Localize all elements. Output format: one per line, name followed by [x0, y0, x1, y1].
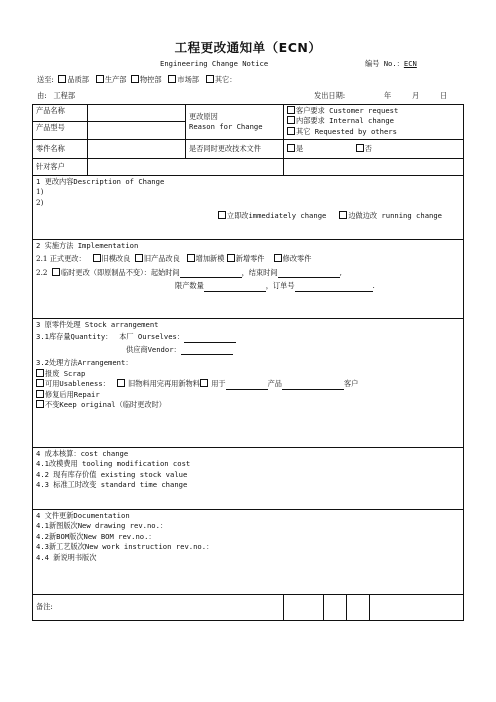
checkbox-old-product[interactable] [135, 254, 143, 262]
section5-heading: 4 文件更新Documentation [36, 511, 130, 520]
section3-heading: 3 原零件处理 Stock arrangement [36, 320, 159, 329]
remarks-cell-1[interactable] [284, 595, 324, 621]
reason-cn: 更改原因 [189, 111, 218, 121]
doc-item-2: 4.2新BOM版次New BOM rev.no.： [36, 531, 156, 541]
order-no-label: ，订单号 [265, 281, 295, 291]
usable-label: 可用Usableness： [45, 379, 110, 389]
keep-label: 不变Keep original（临时更改时） [45, 400, 166, 410]
checkbox-new-part[interactable] [227, 254, 235, 262]
checkbox-old-mold[interactable] [93, 254, 101, 262]
remarks-cell-4[interactable] [370, 595, 464, 621]
temp-label: 2.2 [36, 267, 48, 277]
checkbox-immediate[interactable] [218, 211, 226, 219]
checkbox-used-for[interactable] [200, 379, 208, 387]
form-number [365, 59, 417, 69]
date-label: 发出日期: [314, 91, 346, 100]
checkbox-quality[interactable] [58, 75, 66, 83]
section-documentation [33, 510, 464, 595]
section-stock [33, 319, 464, 448]
checkbox-yes[interactable] [287, 144, 295, 152]
formal-opt-1: 旧模改良 [101, 254, 131, 264]
reason-cell [186, 105, 284, 140]
qty-row [36, 332, 460, 342]
reason-option-3: 其它 Requested by others [296, 126, 397, 136]
form-title: 工程更改通知单（ECN） [174, 40, 322, 55]
option-market: 市场部 [177, 75, 199, 84]
option-immediate: 立即改immediately change [226, 211, 327, 221]
section-description [33, 176, 464, 240]
checkbox-usable[interactable] [36, 379, 44, 387]
date-month: 月 [412, 91, 420, 100]
product-model-value[interactable] [88, 122, 186, 140]
formal-opt-3: 增加新模 [195, 254, 225, 264]
start-time-field[interactable] [180, 269, 242, 278]
cost-item-2: 4.2 现有库存价值 existing stock value [36, 469, 188, 479]
formal-opt-2: 旧产品改良 [143, 254, 180, 264]
option-material: 物控部 [139, 75, 162, 84]
send-to-label: 送至: [37, 75, 54, 84]
target-customer-label: 针对客户 [33, 159, 88, 176]
remarks-label: 备注: [33, 595, 284, 621]
sync-doc-options [284, 140, 464, 159]
temp-end-label: ，结束时间 [241, 267, 278, 277]
section-cost [33, 448, 464, 510]
checkbox-others[interactable] [287, 127, 295, 135]
date-year: 年 [384, 91, 392, 100]
checkbox-scrap[interactable] [36, 369, 44, 377]
end-time-field[interactable] [278, 269, 340, 278]
target-customer-value[interactable] [88, 159, 284, 176]
temp-change-row: 2.2 临时更改（即原制品不变）：起始时间 ，结束时间 , [36, 267, 342, 277]
section4-heading: 4 成本核算：cost change [36, 449, 129, 458]
checkbox-other[interactable] [206, 75, 214, 83]
remarks-cell-3[interactable] [347, 595, 370, 621]
order-no-field[interactable] [295, 283, 373, 292]
vendor-label: 供应商Vendor： [126, 344, 181, 354]
checkbox-keep[interactable] [36, 400, 44, 408]
vendor-row [36, 345, 460, 355]
product-name-value[interactable] [88, 105, 186, 122]
part-name-value[interactable] [88, 140, 186, 159]
scrap-row [36, 369, 460, 379]
method-label: 3.2处理方法Arrangement： [36, 358, 133, 368]
doc-item-1: 4.1新图版次New drawing rev.no.： [36, 521, 168, 531]
formal-label: 2.1 正式更改： [36, 254, 86, 264]
checkbox-no[interactable] [356, 144, 364, 152]
option-production: 生产部 [104, 75, 127, 84]
date-day: 日 [440, 91, 448, 100]
section2-heading: 2 实施方法 Implementation [36, 241, 139, 250]
section-implementation [33, 240, 464, 319]
cost-item-1: 4.1改模费用 tooling modification cost [36, 459, 191, 469]
checkbox-modify-part[interactable] [274, 254, 282, 262]
ecn-table [32, 104, 464, 621]
option-yes: 是 [296, 143, 304, 153]
checkbox-market[interactable] [168, 75, 176, 83]
sync-doc-label: 是否同时更改技术文件 [186, 140, 284, 159]
reason-option-2: 内部要求 Internal change [296, 116, 394, 126]
number-value: ECN [403, 59, 417, 68]
product-label: 产品 [267, 379, 282, 389]
product-model-label: 产品型号 [33, 122, 88, 140]
reason-options [284, 105, 464, 140]
option-quality: 品质部 [67, 75, 89, 84]
option-no: 否 [364, 143, 372, 153]
reason-option-1: 客户要求 Customer request [296, 106, 399, 115]
temp-text: 临时更改（即原制品不变）：起始时间 [61, 267, 180, 277]
section1-item-2: 2) [36, 197, 44, 207]
checkbox-internal-change[interactable] [287, 116, 295, 124]
checkbox-material[interactable] [131, 75, 139, 83]
vendor-field[interactable] [181, 346, 233, 355]
scrap-label: 报废 Scrap [45, 368, 86, 378]
qty-label: 3.1库存量Quantity： [36, 332, 113, 342]
repair-label: 修复后用Repair [45, 389, 100, 399]
checkbox-production[interactable] [96, 75, 104, 83]
checkbox-temp-change[interactable] [52, 268, 60, 276]
target-customer-extra[interactable] [284, 159, 464, 176]
product-name-label: 产品名称 [33, 105, 88, 122]
doc-item-3: 4.3新工艺版次New work instruction rev.no.： [36, 542, 214, 552]
remarks-cell-2[interactable] [324, 595, 347, 621]
limit-qty-label: 限产数量 [175, 281, 204, 291]
used-for-field[interactable] [226, 381, 268, 390]
from-label: 由: [37, 91, 47, 100]
checkbox-customer-request[interactable] [287, 106, 295, 114]
formal-change-row [36, 254, 460, 264]
keep-row [36, 400, 460, 410]
ourselves-field[interactable] [184, 334, 236, 343]
customer-field[interactable] [282, 381, 344, 390]
use-old-label: 旧物料用完再用新物料 [128, 379, 200, 389]
usable-row [36, 379, 460, 389]
send-to-row [37, 75, 236, 85]
cost-item-3: 4.3 标准工时改变 standard time change [36, 480, 188, 490]
used-for-label: 用于 [211, 379, 226, 389]
doc-item-4: 4.4 新说明书版次 [36, 552, 97, 562]
option-running: 边做边改 running change [348, 211, 443, 221]
limit-qty-field[interactable] [204, 283, 266, 292]
section1-item-1: 1) [36, 187, 44, 197]
number-label: 编号 No.： [365, 59, 404, 68]
repair-row [36, 390, 460, 400]
formal-opt-5: 修改零件 [282, 254, 312, 264]
checkbox-new-mold[interactable] [187, 254, 195, 262]
ourselves-label: 本厂 Ourselves： [119, 332, 185, 342]
limit-row: 限产数量 ，订单号 . [175, 281, 375, 291]
change-mode-options [36, 211, 460, 221]
form-subtitle: Engineering Change Notice [160, 59, 269, 68]
checkbox-repair[interactable] [36, 390, 44, 398]
checkbox-use-old[interactable] [117, 379, 125, 387]
from-row [37, 91, 75, 101]
part-name-label: 零件名称 [33, 140, 88, 159]
customer-label: 客户 [343, 379, 359, 389]
checkbox-running[interactable] [339, 211, 347, 219]
from-value: 工程部 [53, 91, 76, 100]
formal-opt-4: 新增零件 [235, 254, 265, 264]
reason-en: Reason for Change [189, 122, 263, 131]
option-other: 其它： [214, 75, 237, 84]
section1-heading: 1 更改内容Description of Change [36, 177, 165, 186]
